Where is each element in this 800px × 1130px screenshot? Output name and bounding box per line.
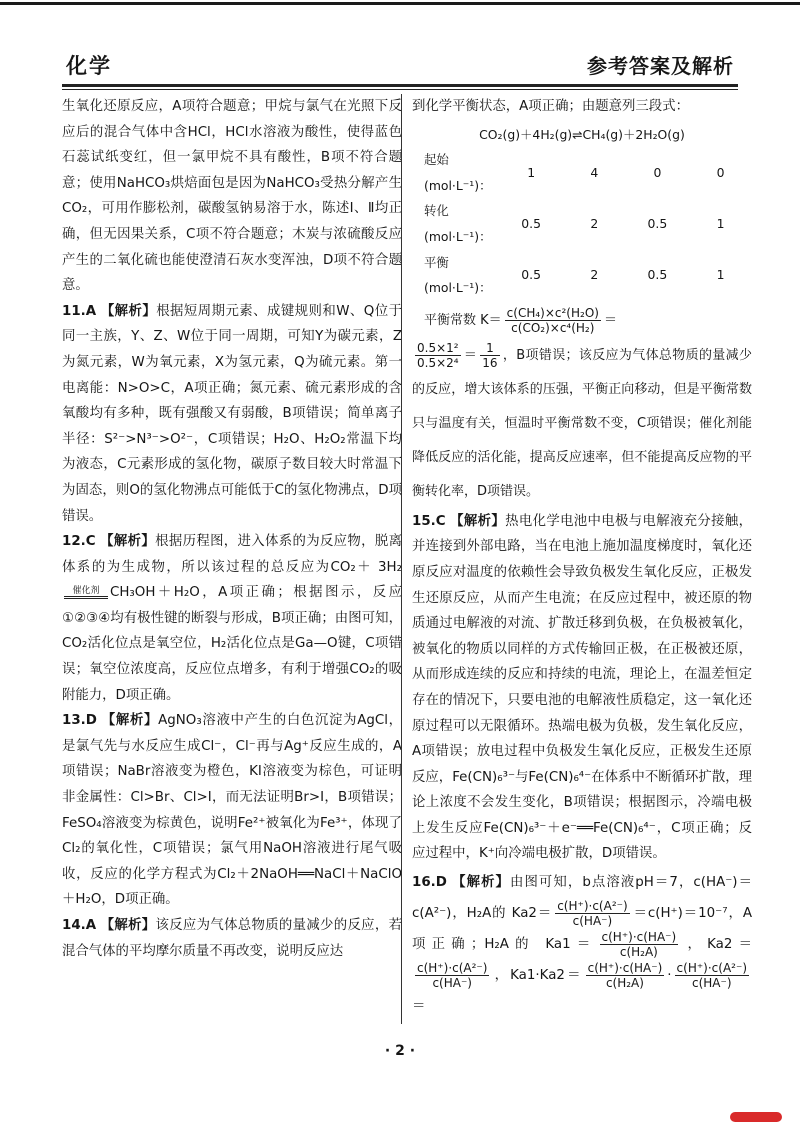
answer-15-number: 15.C bbox=[412, 513, 446, 529]
answer-16-label: 【解析】 bbox=[452, 875, 511, 891]
header-rule-thin bbox=[62, 89, 738, 90]
ka1-fraction: $\frac{c(H^+)\cdot c(HA^-)}{\text{c(H₂A)}}$ bbox=[601, 929, 677, 959]
page-heading: 参考答案及解析 bbox=[587, 54, 734, 78]
k-label: 平衡常数 K＝ bbox=[424, 312, 502, 328]
ka2-fraction: $\frac{\text{c(H⁺)·c(A²⁻)}}{c(HA^-)}$ bbox=[557, 898, 628, 928]
right-column bbox=[412, 94, 752, 1022]
equilibrium-constant-line: 平衡常数 K＝ $\frac{\text{c(CH₄)×c²(H₂O)}}{\text{c(CO₂)×c⁴(H₂)}}$ ＝ bbox=[424, 305, 617, 335]
ka2-fraction-repeat: $\frac{\text{c(H⁺)·c(A²⁻)}}{c(HA^-)}$ bbox=[417, 960, 488, 990]
k-value-line: $\frac{\text{0.5×1²}}{\text{0.5×2⁴}}$ ＝ $\frac{1}{16}$ ，B项错误；该反应为气体总物质的量减少的反应，增大该体系的压强，平衡正向移动，但是平衡常数只与温度有关，恒温时平衡常数不变，C项错误；催化剂能降低反应的活化能，提高反应速率，但不能提高反应物的平衡转化率，D项错误。 bbox=[412, 340, 752, 499]
ice-table bbox=[424, 147, 752, 301]
answer-12-eq-left: 3H₂ bbox=[378, 559, 402, 575]
answer-15-label: 【解析】 bbox=[450, 513, 506, 529]
intro-paragraph: 生氧化还原反应，A项符合题意；甲烷与氯气在光照下反应后的混合气体中含HCl，HCl水溶液为酸性，使得蓝色石蕊试纸变红，但一氯甲烷不具有酸性，B项不符合题意；使用NaHCO₃烘焙面包是因为NaHCO₃受热分解产生CO₂，可用作膨松剂，碳酸氢钠易溶于水，陈述Ⅰ、Ⅱ均正确，但无因果关系，C项不符合题意；木炭与浓硫酸反应产生的二氧化硫也能使澄清石灰水变浑浊，D项不符合题意。 bbox=[62, 99, 402, 294]
answer-14-label: 【解析】 bbox=[100, 918, 156, 933]
reaction-arrow bbox=[64, 596, 108, 599]
answer-14-text: 该反应为气体总物质的量减少的反应，若混合气体的平均摩尔质量不再改变，说明反应达 bbox=[62, 918, 402, 959]
answer-15-text-a: 热电化学电池中电极与电解液充分接触，并连接到外部电路，当在电池上施加温度梯度时，氧化还原反应对温度的依赖性会导致负极发生氧化反应，正极发生还原反应，从而产生电流；在反应过程中，被还原的物质通过电解液的对流、扩散迁移到负极，在负极被氧化，被氧化的物质以同样的方式传输回正极，在正极被还原，从而形成连续的反应和持续的电流，理论上，在温差恒定存在的情况下，只要电池的电解液性质稳定，这一氧化还原过程可以无限循环。热端电极为负极，发生氧化反应，A项错误；放电过程中负极发生氧化反应，正极发生还原反应，Fe(CN)₆³⁻与Fe(CN)₆⁴⁻在体系中不断循环扩散，理论上浓度不会发生变化，B项错误；根据图示，冷端电极上发生反应Fe(CN)₆³⁻＋e⁻══ bbox=[412, 513, 753, 836]
answer-11 bbox=[62, 299, 402, 529]
answer-12-eq-right: CH₃OH＋H₂O，A项正确；根据图示， bbox=[110, 585, 373, 601]
answer-12-text-a: 根据历程图，进入体系的为反应物，脱离体系的为生成物，所以该过程的总反应为CO₂＋ bbox=[62, 534, 403, 575]
answer-13-label: 【解析】 bbox=[101, 713, 159, 729]
answer-12-number: 12.C bbox=[62, 534, 96, 550]
answer-14-rest: ，B项错误；该反应为气体总物质的量减少的反应，增大该体系的压强，平衡正向移动，但是平衡常数只与温度有关，恒温时平衡常数不变，C项错误；催化剂能降低反应的活化能，提高反应速率，但不能提高反应物的平衡转化率，D项错误。 bbox=[412, 347, 752, 499]
catalyst-label: 催化剂 bbox=[72, 585, 100, 596]
answer-15 bbox=[412, 509, 752, 867]
k-value-fraction: $\frac{\text{0.5×1²}}{\text{0.5×2⁴}}$ bbox=[417, 340, 459, 370]
answer-13-number: 13.D bbox=[62, 713, 97, 729]
answer-11-text: 根据短周期元素、成键规则和W、Q位于同一主族，Y、Z、W位于同一周期，可知Y为碳元素，Z为氮元素，W为氧元素，X为氢元素，Q为硫元素。第一电离能：N>O>C，A项正确；氮元素、硫元素形成的含氧酸均有多种，既有强酸又有弱酸，B项错误；简单离子半径：S²⁻>N³⁻>O²⁻，C项错误；H₂O、H₂O₂常温下均为液态，C元素形成的氢化物，碳原子数目较大时常温下为固态，则O的氢化物沸点可能低于C的氢化物沸点，D项错误。 bbox=[62, 303, 402, 524]
answer-14-continued: 到化学平衡状态，A项正确；由题意列三段式： bbox=[412, 99, 689, 114]
answer-11-number: 11.A bbox=[62, 303, 97, 319]
answer-14-number: 14.A bbox=[62, 918, 97, 933]
answer-12-text-b: 反应①②③④均有极性键的断裂与形成，B项正确；由图可知，CO₂活化位点是氧空位，H₂活化位点是Ga—O键，C项错误；氧空位浓度高，反应位点增多，有利于增强CO₂的吸附能力，D项正确。 bbox=[62, 585, 402, 703]
product-fraction-2: $\frac{\text{c(H⁺)·c(A²⁻)}}{c(HA^-)}$ bbox=[676, 960, 747, 990]
product-fraction-1: $\frac{c(H^+)\cdot c(HA^-)}{\text{c(H₂A)}}$ bbox=[587, 960, 663, 990]
answer-12 bbox=[62, 529, 402, 708]
answer-16: 16.D 【解析】由图可知，b点溶液pH＝7，c(HA⁻)＝c(A²⁻)，H₂A的 Ka2＝ $\frac{\text{c(H⁺)·c(A²⁻)}}{c(HA^-)}$ ＝c(H⁺)＝10⁻⁷，A项正确；H₂A的 Ka1＝ $\frac{c(H^+)\cdot c(HA^-)}{\text{c(H₂A)}}$ ，Ka2＝ $\frac{\text{c(H⁺)·c(A²⁻)}}{c(HA^-)}$ ，Ka1·Ka2＝ $\frac{c(H^+)\cdot c(HA^-)}{\text{c(H₂A)}}$ · $\frac{\text{c(H⁺)·c(A²⁻)}}{c(HA^-)}$ ＝ bbox=[412, 875, 753, 1015]
column-divider bbox=[401, 94, 402, 1024]
ice-row-equilibrium: 平衡(mol·L⁻¹)： 0.5 2 0.5 1 bbox=[424, 254, 725, 296]
answer-11-label: 【解析】 bbox=[100, 303, 157, 319]
subject-title: 化学 bbox=[66, 54, 112, 78]
answer-16-number: 16.D bbox=[412, 875, 447, 891]
ice-row-change: 转化(mol·L⁻¹)： 0.5 2 0.5 1 bbox=[424, 203, 725, 244]
corner-mark bbox=[730, 1112, 782, 1122]
k-fraction: $\frac{\text{c(CH₄)×c²(H₂O)}}{\text{c(CO₂)×c⁴(H₂)}}$ bbox=[506, 305, 599, 335]
page-number: · 2 · bbox=[384, 1043, 416, 1059]
answer-13-text: AgNO₃溶液中产生的白色沉淀为AgCl，是氯气先与水反应生成Cl⁻，Cl⁻再与Ag⁺反应生成的，A项错误；NaBr溶液变为橙色，KI溶液变为棕色，可证明非金属性：Cl>Br、Cl>I，而无法证明Br>I，B项错误；FeSO₄溶液变为棕黄色，说明Fe²⁺被氧化为Fe³⁺，体现了Cl₂的氧化性，C项错误；氯气用NaOH溶液进行尾气吸收，反应的化学方程式为Cl₂＋2NaOH══NaCl＋NaClO＋H₂O，D项正确。 bbox=[62, 713, 403, 908]
header-rule bbox=[62, 84, 738, 87]
ice-row-initial: 起始(mol·L⁻¹)： 1 4 0 0 bbox=[424, 152, 725, 193]
answer-13 bbox=[62, 708, 402, 913]
left-column bbox=[62, 94, 402, 964]
k-result-fraction: $\frac{1}{16}$ bbox=[482, 340, 498, 370]
top-rule bbox=[0, 2, 800, 5]
equilibrium-equation: CO₂(g)＋4H₂(g)⇌CH₄(g)＋2H₂O(g) bbox=[479, 126, 685, 142]
answer-15-text-b: Fe(CN)₆⁴⁻，C项正确；反应过程中，K⁺向冷端电极扩散，D项错误。 bbox=[412, 820, 752, 862]
answer-12-label: 【解析】 bbox=[100, 534, 156, 550]
answer-14 bbox=[62, 913, 402, 964]
